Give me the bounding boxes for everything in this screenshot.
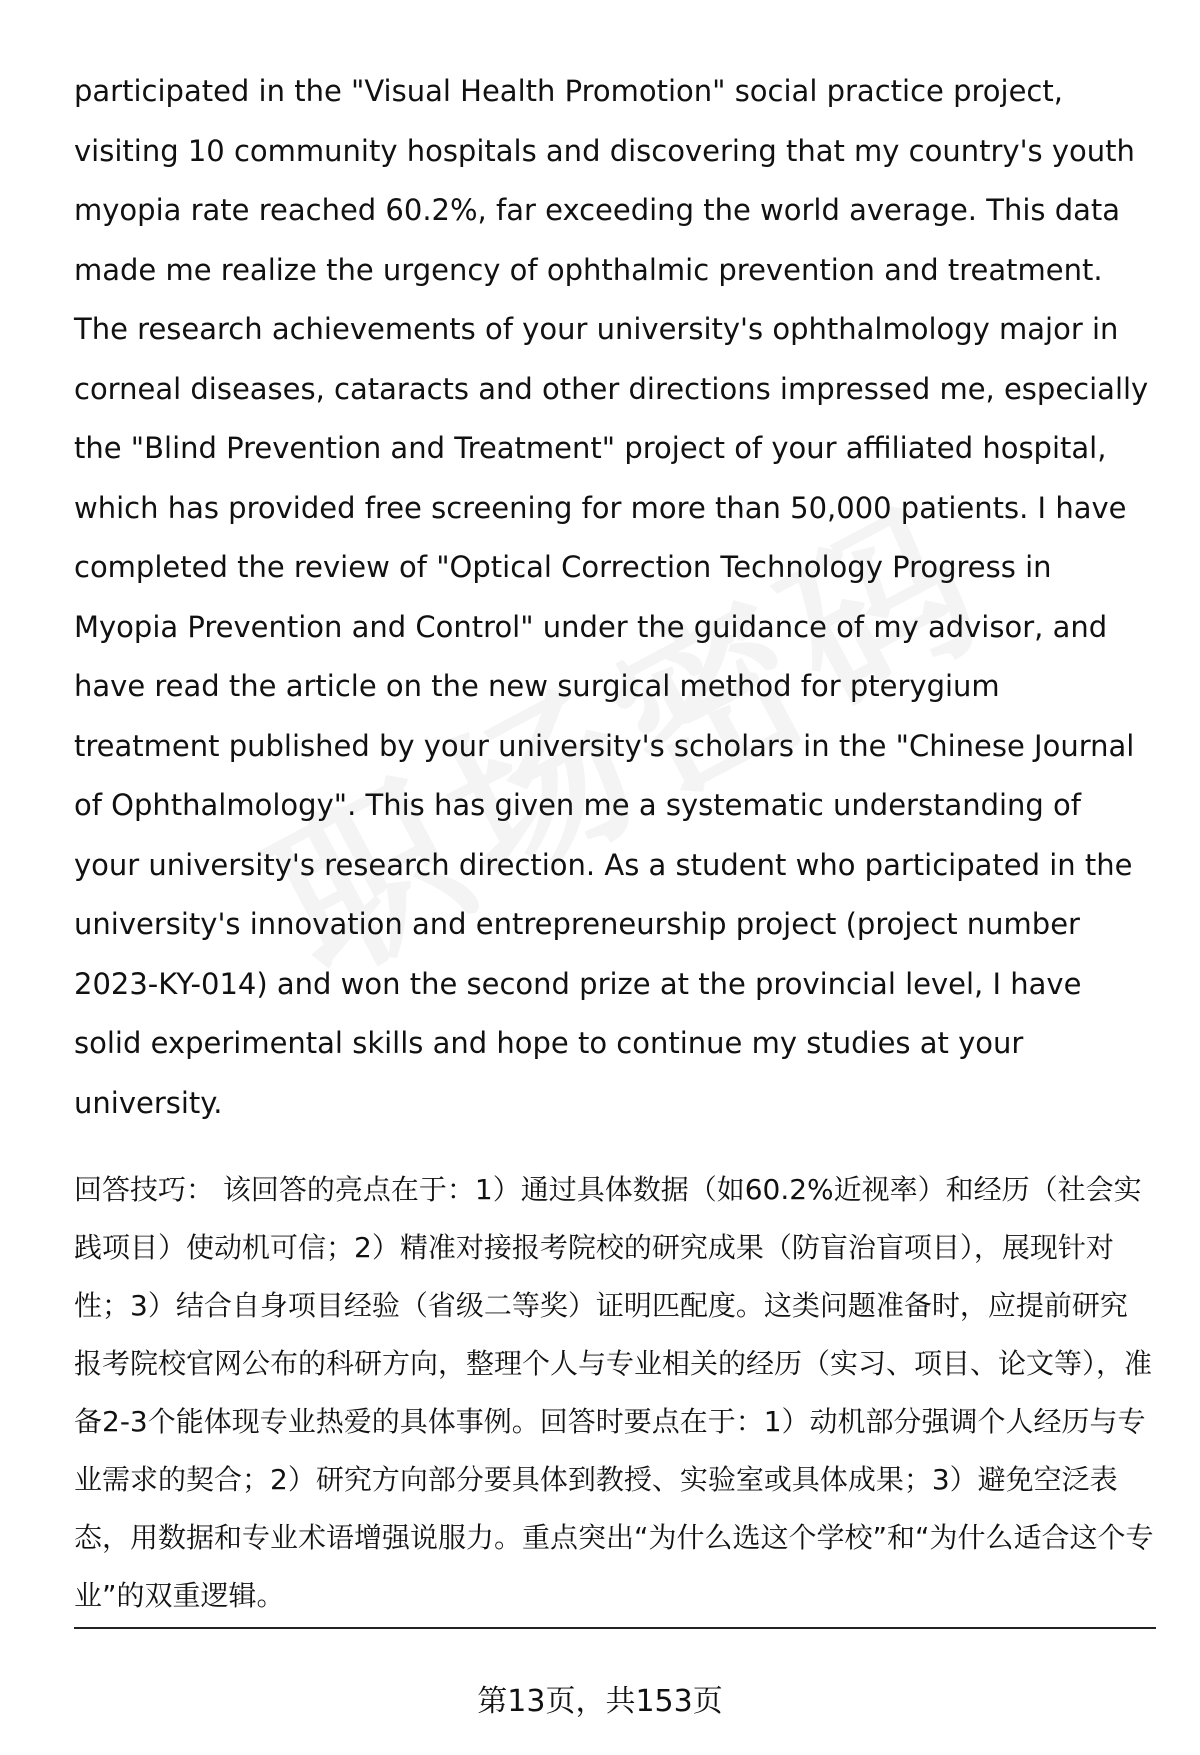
page-number: 第13页，共153页	[477, 1684, 723, 1719]
footer-divider	[74, 1627, 1156, 1629]
answer-tips-paragraph: 回答技巧： 该回答的亮点在于：1）通过具体数据（如60.2%近视率）和经历（社会实践项目）使动机可信；2）精准对接报考院校的研究成果（防盲治盲项目），展现针对性；3）结合自身项目经验（省级二等奖）证明匹配度。这类问题准备时，应提前研究报考院校官网公布的科研方向，整理个人与专业相关的经历（实习、项目、论文等），准备2-3个能体现专业热爱的具体事例。回答时要点在于：1）动机部分强调个人经历与专业需求的契合；2）研究方向部分要具体到教授、实验室或具体成果；3）避免空泛表态，用数据和专业术语增强说服力。重点突出“为什么选这个学校”和“为什么适合这个专业”的双重逻辑。	[74, 1173, 1154, 1612]
page-content	[74, 62, 1154, 1625]
body-paragraph: participated in the "Visual Health Promotion" social practice project, visiting 10 community hospitals and discovering that my country's youth myopia rate reached 60.2%, far exceeding the world average. This data made me realize the urgency of ophthalmic prevention and treatment. The research achievements of your university's ophthalmology major in corneal diseases, cataracts and other directions impressed me, especially the "Blind Prevention and Treatment" project of your affiliated hospital, which has provided free screening for more than 50,000 patients. I have completed the review of "Optical Correction Technology Progress in Myopia Prevention and Control" under the guidance of my advisor, and have read the article on the new surgical method for pterygium treatment published by your university's scholars in the "Chinese Journal of Ophthalmology". This has given me a systematic understanding of your university's research direction. As a student who participated in the university's innovation and entrepreneurship project (project number 2023-KY-014) and won the second prize at the provincial level, I have solid experimental skills and hope to continue my studies at your university.	[74, 74, 1149, 1120]
